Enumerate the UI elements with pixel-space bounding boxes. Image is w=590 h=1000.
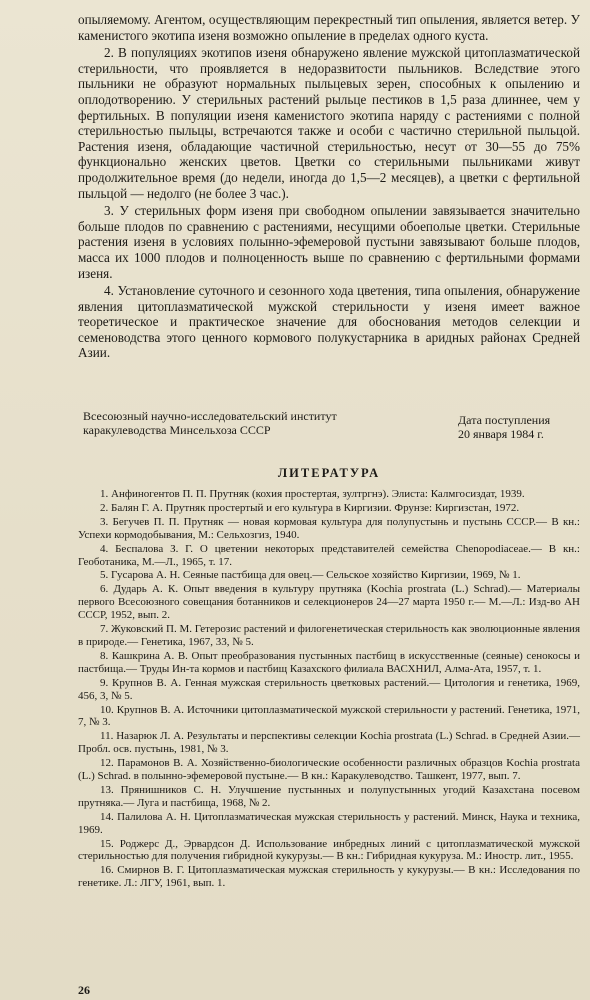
reference-item: 1. Анфиногентов П. П. Прутняк (кохия простертая, зултргнэ). Элиста: Калмгосиздат, 1939. — [100, 488, 525, 500]
body-paragraph-3: 3. У стерильных форм изеня при свободном опылении завязывается значительно больше плодов по сравнению с растениями, несущими обоеполые цветки. Стерильные растения изеня в условиях полынно-эфемеровой пустыни завязывают больше плодов, масса их 1000 плодов и полноценность выше по сравнению с фертильными формами изеня. — [78, 203, 580, 281]
reference-item: 15. Роджерс Д., Эрвардсон Д. Использование инбредных линий с цитоплазматической мужской стерильностью для получения гибридной кукурузы.— В кн.: Гибридная кукуруза. М.: Иностр. лит., 1955. — [78, 837, 580, 863]
reference-item: 12. Парамонов В. А. Хозяйственно-биологические особенности различных образцов Kochia prostrata (L.) Schrad. в полынно-эфемеровой пустыне.— В кн.: Каракулеводство. Ташкент, 1977, вып. 7. — [78, 757, 580, 783]
body-text — [78, 12, 580, 361]
body-paragraph-2: 2. В популяциях экотипов изеня обнаружено явление мужской цитоплазматической стерильности, что проявляется в недоразвитости пыльников. Вследствие этого пыльники не образуют нормальных пыльцевых зерен, способных к опылению и оплодотворению. У стерильных растений рыльце пестиков в 1,5 раза длиннее, чем у фертильных. В популяции изеня каменистого экотипа наряду с растениями с полной стерильностью пыльцы, встречаются также и особи с частично стерильной пыльцой. Растения изеня, обладающие частичной стерильностью, несут от 30—55 до 75% функционально женских цветов. Цветки со стерильными пыльниками живут продолжительное время (до недели, иногда до 1,5—2 месяцев), а цветки с фертильной пыльцой — недолго (не более 3 час.). — [78, 45, 580, 201]
received-label: Дата поступления — [458, 413, 551, 427]
reference-item: 5. Гусарова А. Н. Сеяные пастбища для овец.— Сельское хозяйство Киргизии, 1969, № 1. — [100, 569, 521, 582]
reference-list — [78, 488, 580, 890]
institution-line-2: каракулеводства Минсельхоза СССР — [83, 423, 271, 437]
received-value: 20 января 1984 г. — [458, 427, 544, 441]
reference-item: 13. Прянишников С. Н. Улучшение пустынных и полупустынных угодий Казахстана посевом прутняка.— Луга и пастбища, 1968, № 2. — [78, 783, 580, 809]
reference-item: 16. Смирнов В. Г. Цитоплазматическая мужская стерильность у кукурузы.— В кн.: Исследования по генетике. Л.: ЛГУ, 1961, вып. 1. — [78, 864, 580, 890]
reference-item: 3. Бегучев П. П. Прутняк — новая кормовая культура для полупустынь и пустынь СССР.— В кн.: Успехи кормодобывания, М.: Сельхозгиз, 1940. — [78, 515, 580, 541]
received-date — [458, 413, 578, 441]
body-paragraph-1: опыляемому. Агентом, осуществляющим перекрестный тип опыления, является ветер. У каменистого экотипа изеня возможно опыление в пределах одного куста. — [78, 12, 580, 43]
reference-item: 9. Крупнов В. А. Генная мужская стерильность цветковых растений.— Цитология и генетика, 1969, 456, 3, № 5. — [78, 676, 580, 702]
reference-item: 14. Палилова А. Н. Цитоплазматическая мужская стерильность у растений. Минск, Наука и техника, 1969. — [78, 810, 580, 836]
reference-item: 10. Крупнов В. А. Источники цитоплазматической мужской стерильности у растений. Генетика, 1971, 7, № 3. — [78, 703, 580, 729]
institution-line-1: Всесоюзный научно-исследовательский институт — [83, 409, 337, 423]
reference-item: 7. Жуковский П. М. Гетерозис растений и филогенетическая стерильность как эволюционные явления в природе.— Генетика, 1967, 33, № 5. — [78, 623, 580, 648]
page-number: 26 — [78, 983, 90, 997]
reference-item: 4. Беспалова З. Г. О цветении некоторых представителей семейства Chenopodiaceae.— В кн.: Геоботаника, М.—Л., 1965, т. 17. — [78, 542, 580, 568]
reference-item: 6. Дударь А. К. Опыт введения в культуру прутняка (Kochia prostrata (L.) Schrad).— Материалы первого Всесоюзного совещания ботанников и селекционеров 24—27 марта 1950 г.— М.—Л.: Изд-во АН СССР, 1952, вып. 2. — [78, 583, 580, 622]
reference-item: 11. Назарюк Л. А. Результаты и перспективы селекции Kochia prostrata (L.) Schrad. в Средней Азии.— Пробл. осв. пустынь, 1981, № 3. — [78, 730, 580, 756]
reference-item: 2. Балян Г. А. Прутняк простертый и его культура в Киргизии. Фрунзе: Киргизстан, 1972. — [100, 501, 520, 514]
institution — [83, 409, 383, 437]
literature-heading: ЛИТЕРАТУРА — [277, 466, 381, 480]
reference-item: 8. Кашкрина А. В. Опыт преобразования пустынных пастбищ в искусственные (сеяные) сенокосы и пастбища.— Труды Ин-та кормов и пастбищ Казахского филиала ВАСХНИЛ, Алма-Ата, 1957, т. 1. — [78, 649, 580, 675]
body-paragraph-4: 4. Установление суточного и сезонного хода цветения, типа опыления, обнаружение явления цитоплазматической мужской стерильности у изеня имеет важное теоретическое и практическое значение для обоснования методов селекции и семеноводства этого ценного кормового полукустарника в аридных районах Средней Азии. — [78, 283, 580, 361]
